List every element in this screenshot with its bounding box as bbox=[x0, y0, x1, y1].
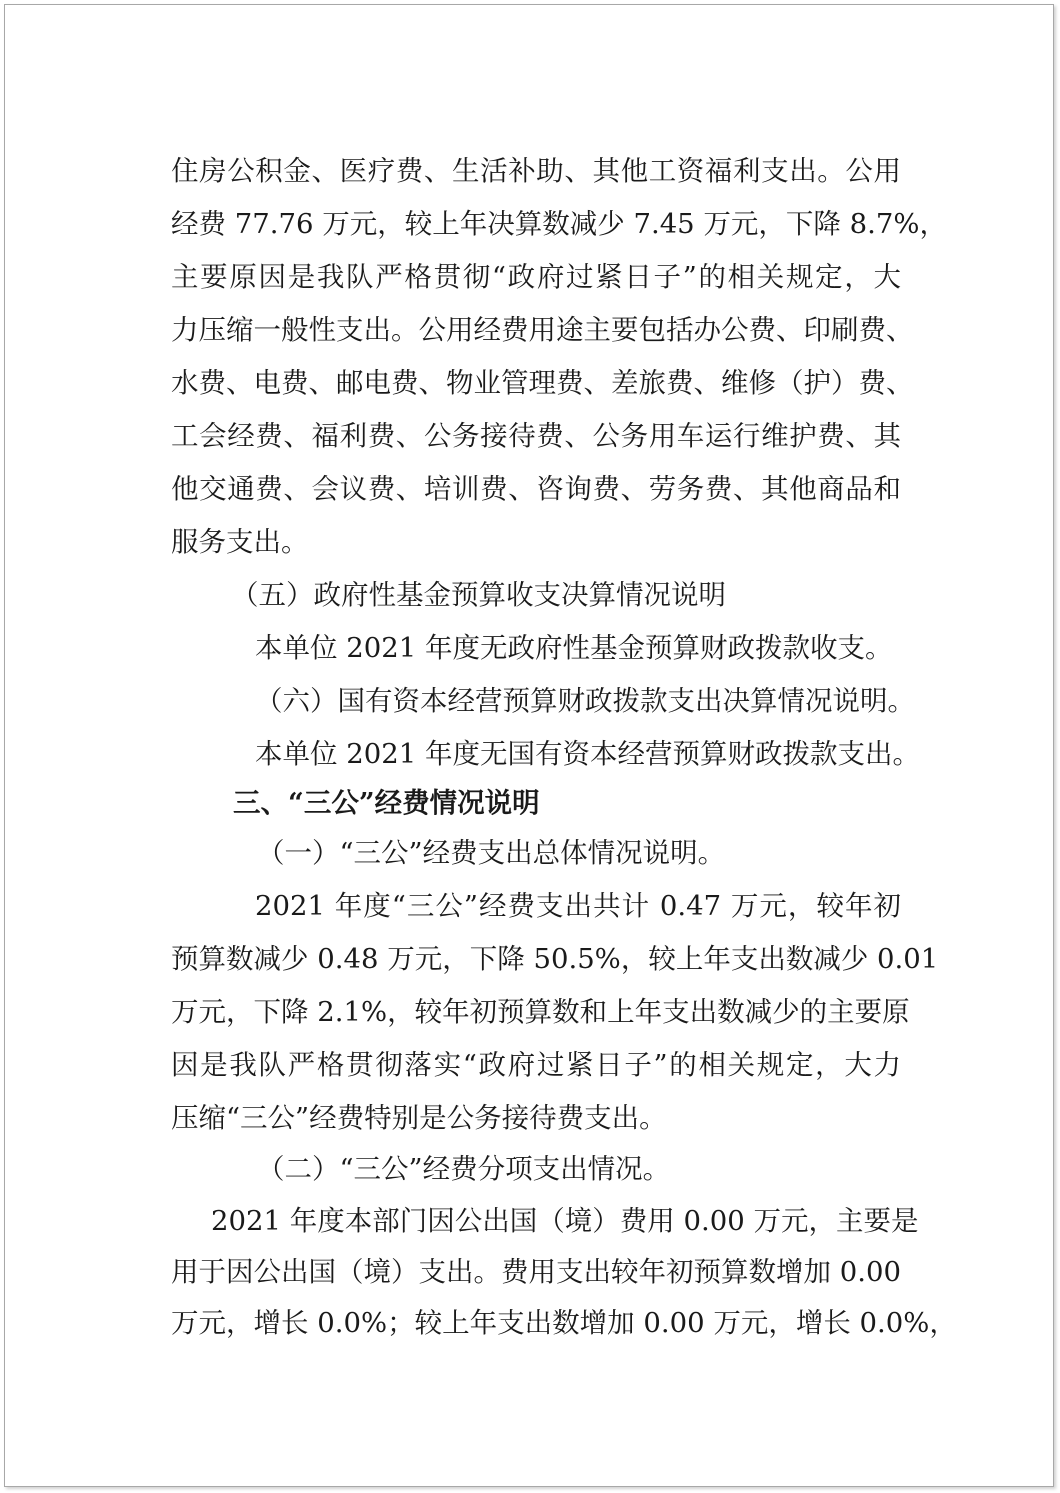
text-line: 因是我队严格贯彻落实“政府过紧日子”的相关规定，大力 bbox=[171, 1049, 901, 1081]
section-heading: （六）国有资本经营预算财政拨款支出决算情况说明。 bbox=[255, 685, 915, 717]
paragraph-text: 2021 年度“三公”经费支出共计 0.47 万元，较年初 bbox=[255, 890, 901, 922]
section-heading: （一）“三公”经费支出总体情况说明。 bbox=[257, 837, 726, 869]
text-line: 住房公积金、医疗费、生活补助、其他工资福利支出。公用 bbox=[171, 155, 901, 187]
text-line: 用于因公出国（境）支出。费用支出较年初预算数增加 0.00 bbox=[171, 1256, 901, 1288]
text-line: 他交通费、会议费、培训费、咨询费、劳务费、其他商品和 bbox=[171, 473, 901, 505]
paragraph-text: 2021 年度本部门因公出国（境）费用 0.00 万元，主要是 bbox=[211, 1205, 919, 1237]
text-line: 万元，增长 0.0%；较上年支出数增加 0.00 万元，增长 0.0%， bbox=[171, 1307, 957, 1339]
document-page bbox=[4, 4, 1054, 1487]
section-heading: （五）政府性基金预算收支决算情况说明 bbox=[231, 579, 726, 611]
chapter-heading: 三、“三公”经费情况说明 bbox=[233, 787, 540, 819]
section-heading: （二）“三公”经费分项支出情况。 bbox=[257, 1153, 671, 1185]
text-line: 压缩“三公”经费特别是公务接待费支出。 bbox=[171, 1102, 667, 1134]
text-line: 力压缩一般性支出。公用经费用途主要包括办公费、印刷费、 bbox=[171, 314, 914, 346]
text-line: 预算数减少 0.48 万元，下降 50.5%，较上年支出数减少 0.01 bbox=[171, 943, 939, 975]
text-line: 水费、电费、邮电费、物业管理费、差旅费、维修（护）费、 bbox=[171, 367, 914, 399]
paragraph-text: 本单位 2021 年度无政府性基金预算财政拨款收支。 bbox=[255, 632, 893, 664]
paragraph-text: 本单位 2021 年度无国有资本经营预算财政拨款支出。 bbox=[255, 738, 920, 770]
text-line: 经费 77.76 万元，较上年决算数减少 7.45 万元，下降 8.7%， bbox=[171, 208, 948, 240]
text-line: 主要原因是我队严格贯彻“政府过紧日子”的相关规定，大 bbox=[171, 261, 901, 293]
text-line: 万元，下降 2.1%，较年初预算数和上年支出数减少的主要原 bbox=[171, 996, 910, 1028]
text-line: 服务支出。 bbox=[171, 526, 309, 558]
text-line: 工会经费、福利费、公务接待费、公务用车运行维护费、其 bbox=[171, 420, 901, 452]
